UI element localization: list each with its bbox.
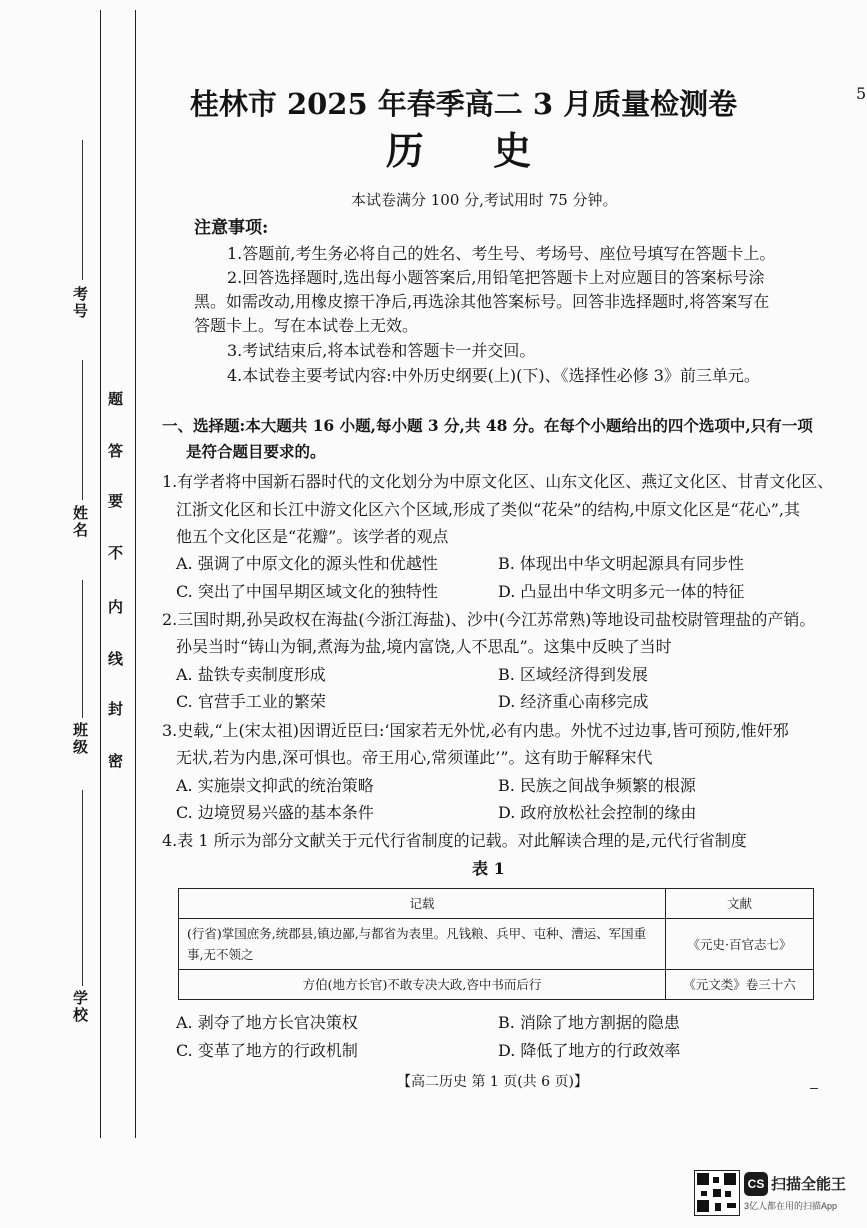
qr-code-icon[interactable]	[694, 1170, 740, 1216]
page-footer: 【高二历史 第 1 页(共 6 页)】	[397, 1074, 588, 1090]
table-header-cell: 记载	[179, 889, 666, 919]
field-exam-number-label: 考号	[71, 286, 89, 320]
scanner-tagline: 3亿人都在用的扫描App	[744, 1201, 838, 1211]
margin-warning-char: 答	[108, 442, 124, 460]
question-4-text: 4.表 1 所示为部分文献关于元代行省制度的记载。对此解读合理的是,元代行省制度	[162, 831, 747, 850]
table-row	[179, 970, 814, 1000]
notes-title: 注意事项:	[194, 218, 269, 238]
field-name-line	[82, 360, 83, 500]
field-school-line	[82, 790, 83, 986]
question-2-text: 孙吴当时“铸山为铜,煮海为盐,境内富饶,人不思乱”。这集中反映了当时	[176, 637, 672, 656]
question-2-option-b[interactable]: B. 区域经济得到发展	[498, 665, 648, 684]
table-cell: 方伯(地方长官)不敢专决大政,咨中书而后行	[179, 970, 666, 1000]
question-3-text: 3.史载,“上(宋太祖)因谓近臣曰:‘国家若无外忧,必有内患。外忧不过边事,皆可预防,惟奸邪	[162, 721, 789, 740]
notes-line: 2.回答选择题时,选出每小题答案后,用铅笔把答题卡上对应题目的答案标号涂	[227, 268, 765, 287]
margin-warning-char: 要	[108, 492, 124, 510]
table-header-row	[179, 889, 814, 919]
notes-line: 黑。如需改动,用橡皮擦干净后,再选涂其他答案标号。回答非选择题时,将答案写在	[194, 292, 770, 311]
table-row	[179, 919, 814, 970]
question-3-option-c[interactable]: C. 边境贸易兴盛的基本条件	[176, 803, 374, 822]
subject-title: 历 史	[385, 128, 560, 173]
margin-warning-char: 内	[108, 598, 124, 616]
notes-line: 答题卡上。写在本试卷上无效。	[194, 316, 419, 335]
margin-warning-char: 线	[108, 650, 124, 668]
margin-line-left	[100, 10, 101, 1138]
table-1	[178, 888, 814, 1000]
margin-warning-char: 密	[108, 752, 124, 770]
camscanner-logo-icon: CS	[744, 1172, 768, 1196]
question-2-option-c[interactable]: C. 官营手工业的繁荣	[176, 692, 326, 711]
table-header-cell: 文献	[666, 889, 814, 919]
question-1-text: 江浙文化区和长江中游文化区六个区域,形成了类似“花朵”的结构,中原文化区是“花心”,其	[176, 500, 800, 519]
question-3-option-d[interactable]: D. 政府放松社会控制的缘由	[498, 803, 697, 822]
scanner-app-name: 扫描全能王	[771, 1176, 847, 1193]
section-header: 一、选择题:本大题共 16 小题,每小题 3 分,共 48 分。在每个小题给出的四个选项中,只有一项	[162, 416, 813, 435]
question-2-option-a[interactable]: A. 盐铁专卖制度形成	[176, 665, 326, 684]
question-1-option-a[interactable]: A. 强调了中原文化的源头性和优越性	[176, 554, 438, 573]
question-4-option-c[interactable]: C. 变革了地方的行政机制	[176, 1041, 358, 1060]
page-corner-number: 5	[856, 84, 867, 103]
question-1-option-b[interactable]: B. 体现出中华文明起源具有同步性	[498, 554, 744, 573]
question-4-option-a[interactable]: A. 剥夺了地方长官决策权	[176, 1013, 358, 1032]
question-4-option-b[interactable]: B. 消除了地方割据的隐患	[498, 1013, 680, 1032]
table-cell: 《元文类》卷三十六	[666, 970, 814, 1000]
notes-line: 4.本试卷主要考试内容:中外历史纲要(上)(下)、《选择性必修 3》前三单元。	[227, 366, 760, 385]
question-1-text: 1.有学者将中国新石器时代的文化划分为中原文化区、山东文化区、燕辽文化区、甘青文化区、	[162, 472, 834, 491]
question-2-text: 2.三国时期,孙吴政权在海盐(今浙江海盐)、沙中(今江苏常熟)等地设司盐校尉管理盐的产销。	[162, 610, 816, 629]
exam-intro: 本试卷满分 100 分,考试用时 75 分钟。	[351, 191, 618, 209]
margin-warning-char: 封	[108, 700, 124, 718]
question-2-option-d[interactable]: D. 经济重心南移完成	[498, 692, 649, 711]
margin-warning-char: 不	[108, 544, 124, 562]
table-cell: 《元史·百官志七》	[666, 919, 814, 970]
question-3-option-b[interactable]: B. 民族之间战争频繁的根源	[498, 776, 696, 795]
field-name-label: 姓名	[71, 505, 89, 539]
margin-warning-char: 题	[108, 390, 124, 408]
footer-dash	[810, 1088, 818, 1089]
field-class-line	[82, 580, 83, 718]
table-1-caption: 表 1	[472, 859, 505, 878]
question-1-option-d[interactable]: D. 凸显出中华文明多元一体的特征	[498, 582, 745, 601]
field-class-label: 班级	[71, 722, 89, 756]
notes-line: 1.答题前,考生务必将自己的姓名、考生号、考场号、座位号填写在答题卡上。	[227, 244, 776, 263]
question-3-option-a[interactable]: A. 实施崇文抑武的统治策略	[176, 776, 374, 795]
question-1-text: 他五个文化区是“花瓣”。该学者的观点	[176, 527, 449, 546]
table-cell: (行省)掌国庶务,统郡县,镇边鄙,与都省为表里。凡钱粮、兵甲、屯种、漕运、军国重事,无不领之	[179, 919, 666, 970]
section-header-cont: 是符合题目要求的。	[186, 442, 326, 461]
question-4-option-d[interactable]: D. 降低了地方的行政效率	[498, 1041, 681, 1060]
exam-title: 桂林市 2025 年春季高二 3 月质量检测卷	[189, 87, 738, 121]
field-school-label: 学校	[71, 990, 89, 1024]
notes-line: 3.考试结束后,将本试卷和答题卡一并交回。	[227, 341, 536, 360]
question-3-text: 无状,若为内患,深可惧也。帝王用心,常须谨此’”。这有助于解释宋代	[176, 748, 653, 767]
margin-line-right	[135, 10, 136, 1138]
question-1-option-c[interactable]: C. 突出了中国早期区域文化的独特性	[176, 582, 438, 601]
